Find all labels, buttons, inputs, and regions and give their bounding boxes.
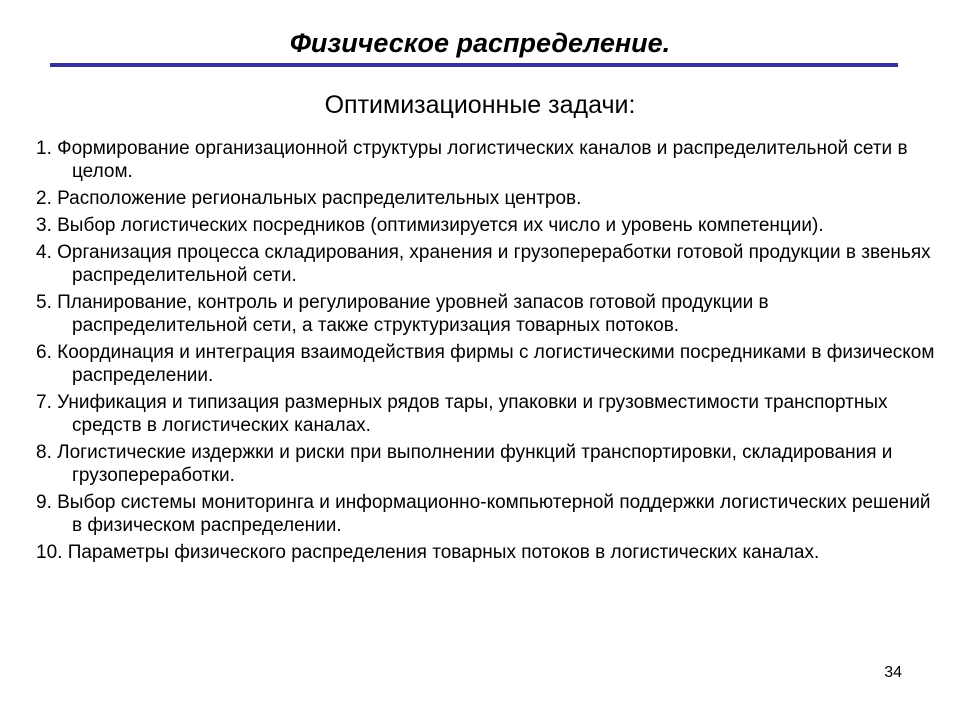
slide-title: Физическое распределение. — [289, 28, 671, 58]
task-item-8: 8. Логистические издержки и риски при выполнении функций транспортировки, складирования и грузопереработки. — [36, 442, 893, 486]
task-item-10: 10. Параметры физического распределения товарных потоков в логистических каналах. — [36, 542, 820, 563]
page-number: 34 — [884, 664, 902, 681]
task-list — [36, 137, 936, 568]
task-item-1: 1. Формирование организационной структуры логистических каналов и распределительной сети в целом. — [36, 138, 908, 182]
task-item-3: 3. Выбор логистических посредников (оптимизируется их число и уровень компетенции). — [36, 215, 824, 236]
task-item-6: 6. Координация и интеграция взаимодействия фирмы с логистическими посредниками в физическом распределении. — [36, 342, 935, 386]
task-item-5: 5. Планирование, контроль и регулирование уровней запасов готовой продукции в распределительной сети, а также структуризация товарных потоков. — [36, 292, 769, 336]
task-item-2: 2. Расположение региональных распределительных центров. — [36, 188, 582, 209]
task-item-4: 4. Организация процесса складирования, хранения и грузопереработки готовой продукции в звеньях распределительной сети. — [36, 242, 931, 286]
task-item-9: 9. Выбор системы мониторинга и информационно-компьютерной поддержки логистических решений в физическом распределении. — [36, 492, 931, 536]
slide-subtitle: Оптимизационные задачи: — [324, 91, 636, 119]
title-underline — [50, 63, 898, 67]
task-item-7: 7. Унификация и типизация размерных рядов тары, упаковки и грузовместимости транспортных средств в логистических каналах. — [36, 392, 888, 436]
